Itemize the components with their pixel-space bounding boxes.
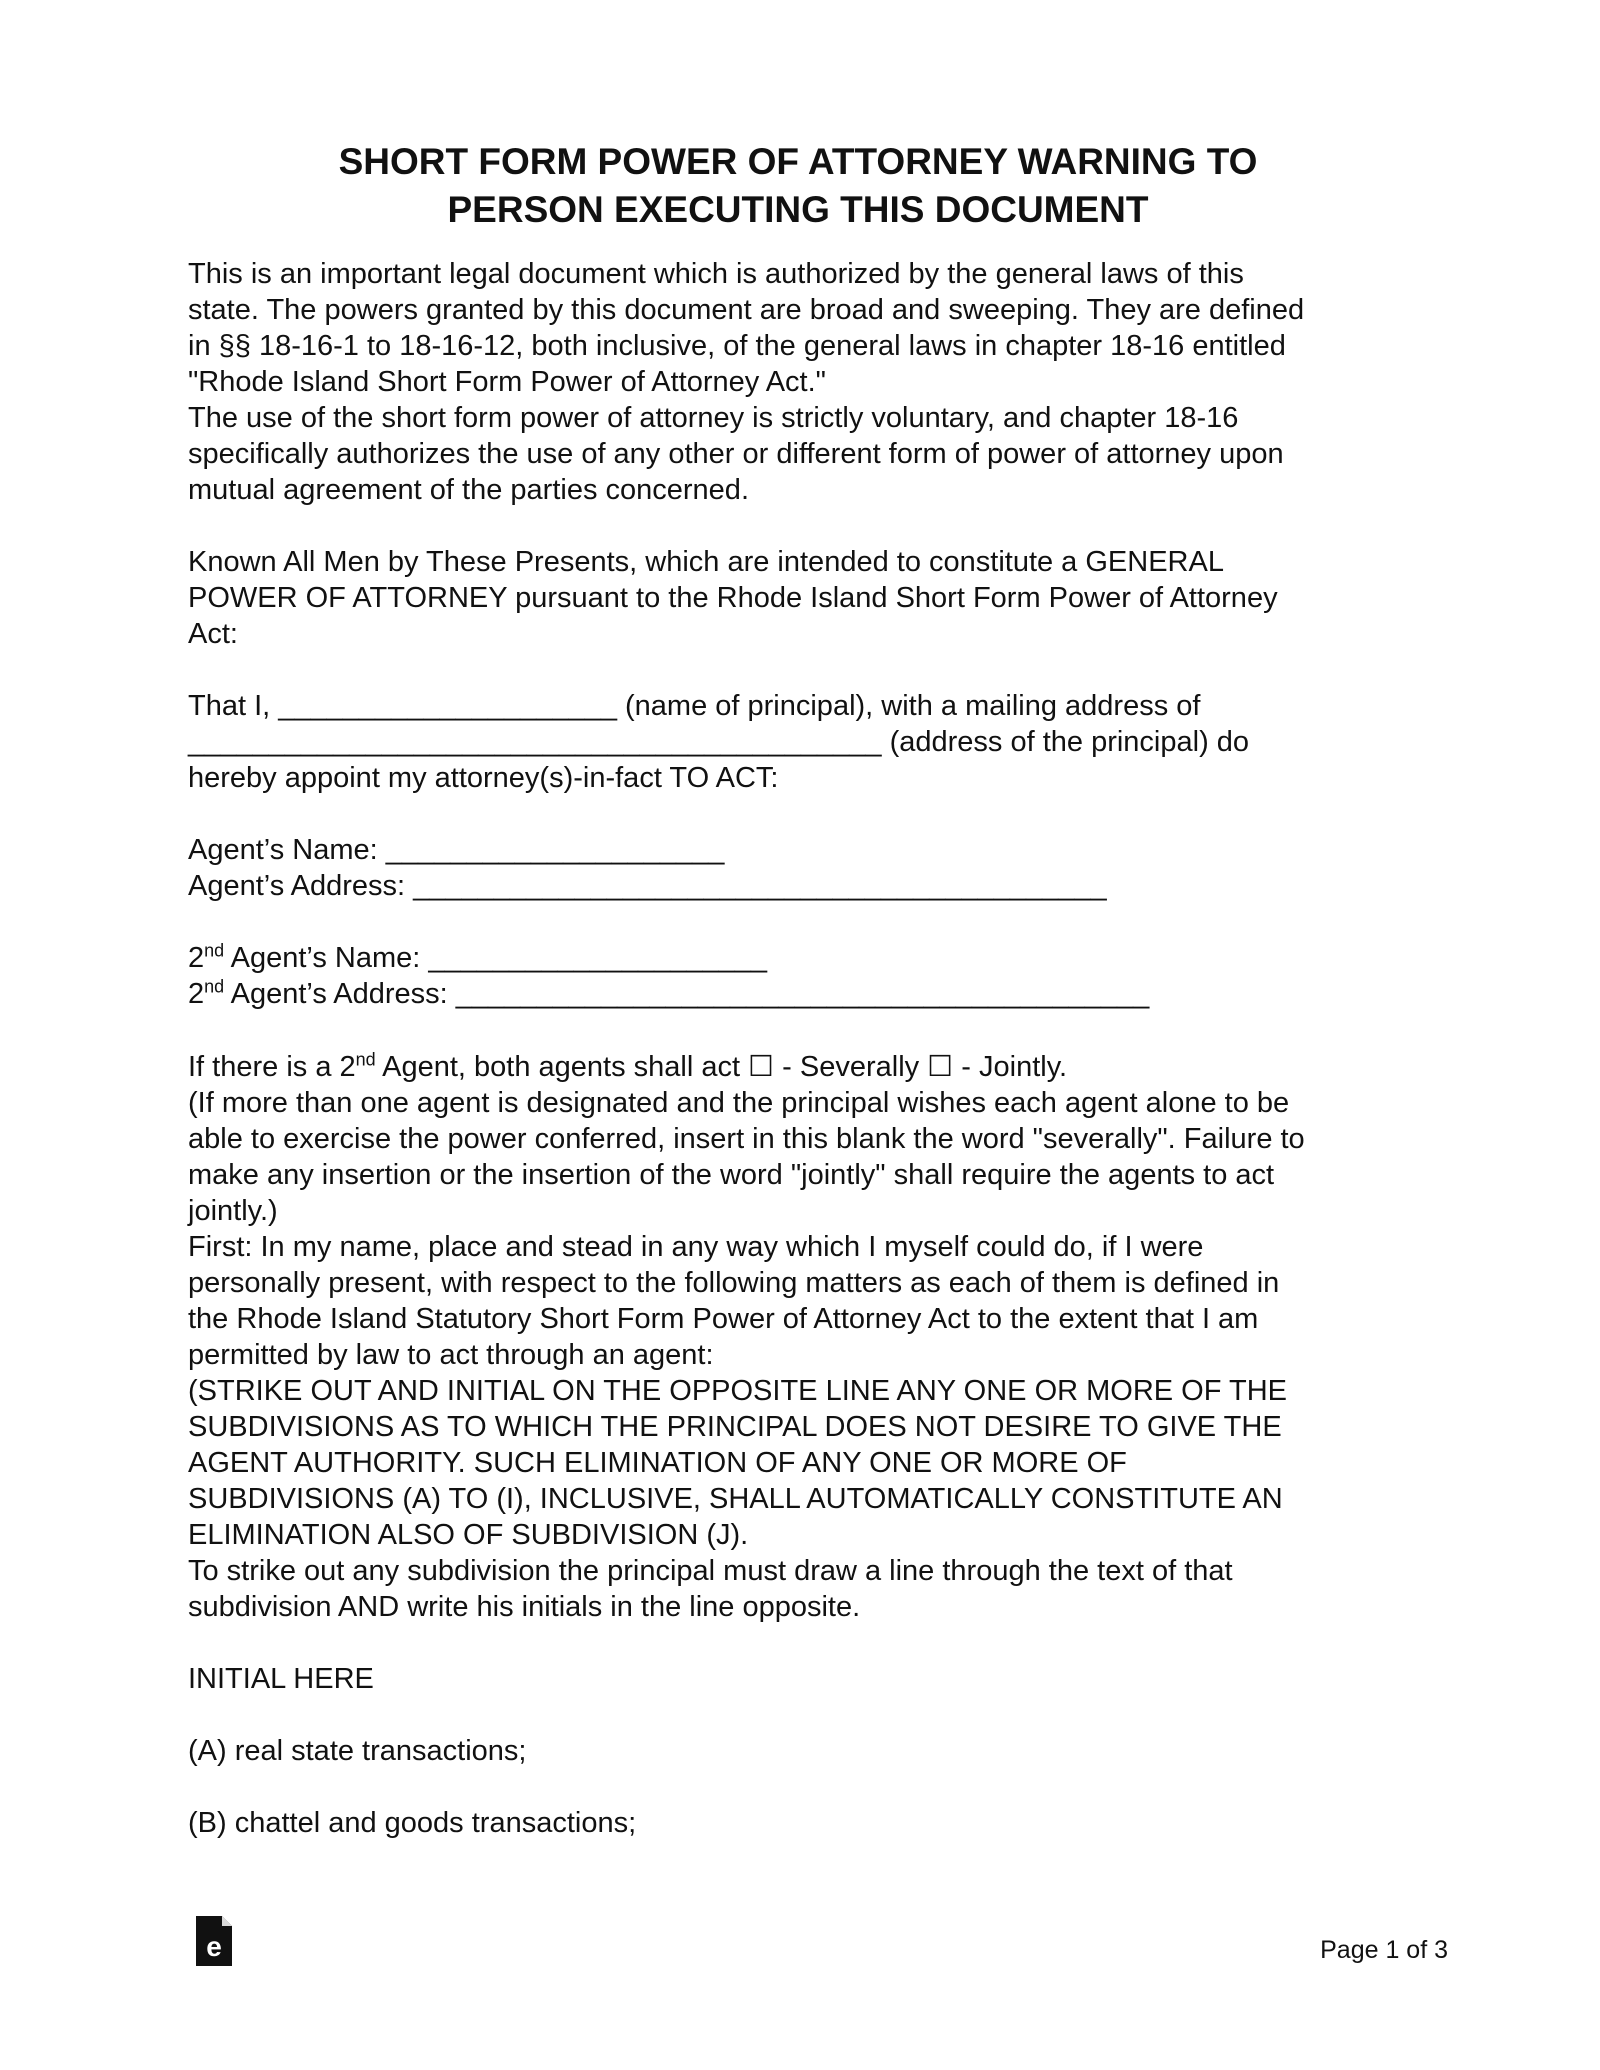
instruction-line: First: In my name, place and stead in any way which I myself could do, if I were (188, 1231, 1204, 1263)
acting-line (188, 1048, 1408, 1085)
ordinal-number: 2 (188, 978, 205, 1010)
body-text (188, 256, 1408, 1841)
instruction-line: personally present, with respect to the following matters as each of them is defined in (188, 1267, 1280, 1299)
intro-line: The use of the short form power of attorney is strictly voluntary, and chapter 18-16 (188, 402, 1239, 434)
acting-text-2: Agent, both agents shall act (375, 1051, 749, 1083)
title-line-2: PERSON EXECUTING THIS DOCUMENT (447, 189, 1149, 230)
jointly-checkbox[interactable]: ☐ (927, 1049, 954, 1083)
spacer (188, 1012, 1408, 1048)
instructions-paragraph (188, 1085, 1408, 1625)
instruction-line: permitted by law to act through an agent: (188, 1339, 714, 1371)
agent-block (188, 832, 1408, 904)
instruction-line: ELIMINATION ALSO OF SUBDIVISION (J). (188, 1519, 749, 1551)
spacer (188, 1769, 1408, 1805)
spacer (188, 904, 1408, 940)
document-content (188, 138, 1408, 1841)
known-line: Act: (188, 618, 238, 650)
second-agent-address-field[interactable] (188, 976, 1408, 1012)
ordinal-suffix: nd (204, 976, 225, 997)
acting-paragraph (188, 1048, 1408, 1085)
instruction-line: able to exercise the power conferred, insert in this blank the word "severally". Failure to (188, 1123, 1305, 1155)
initial-here-heading: INITIAL HERE (188, 1663, 374, 1695)
intro-line: This is an important legal document which is authorized by the general laws of this (188, 258, 1244, 290)
spacer (188, 1625, 1408, 1661)
second-agent-block (188, 940, 1408, 1012)
instruction-line: To strike out any subdivision the principal must draw a line through the text of that (188, 1555, 1233, 1587)
instruction-line: SUBDIVISIONS (A) TO (I), INCLUSIVE, SHALL AUTOMATICALLY CONSTITUTE AN (188, 1483, 1283, 1515)
second-agent-name-field[interactable] (188, 940, 1408, 976)
ordinal-suffix: nd (204, 940, 225, 961)
instruction-line: AGENT AUTHORITY. SUCH ELIMINATION OF ANY ONE OR MORE OF (188, 1447, 1127, 1479)
second-agent-address-text: Agent’s Address: ___________________________________________ (224, 978, 1150, 1010)
spacer (188, 508, 1408, 544)
known-paragraph (188, 544, 1408, 652)
instruction-line: subdivision AND write his initials in the line opposite. (188, 1591, 861, 1623)
ordinal-number: 2 (188, 942, 205, 974)
agent-address-field[interactable]: Agent’s Address: ___________________________________________ (188, 870, 1107, 902)
principal-paragraph (188, 688, 1408, 796)
svg-text:e: e (206, 1931, 222, 1962)
instruction-line: SUBDIVISIONS AS TO WHICH THE PRINCIPAL DOES NOT DESIRE TO GIVE THE (188, 1411, 1282, 1443)
page-number: Page 1 of 3 (1320, 1936, 1448, 1964)
instruction-line: (If more than one agent is designated and the principal wishes each agent alone to be (188, 1087, 1290, 1119)
instruction-line: jointly.) (188, 1195, 278, 1227)
ordinal-suffix: nd (355, 1049, 376, 1070)
second-agent-name-text: Agent’s Name: _____________________ (224, 942, 768, 974)
spacer (188, 1697, 1408, 1733)
instruction-line: make any insertion or the insertion of the word "jointly" shall require the agents to act (188, 1159, 1275, 1191)
known-line: POWER OF ATTORNEY pursuant to the Rhode Island Short Form Power of Attorney (188, 582, 1278, 614)
intro-line: state. The powers granted by this document are broad and sweeping. They are defined (188, 294, 1305, 326)
spacer (188, 796, 1408, 832)
intro-line: mutual agreement of the parties concerned. (188, 474, 749, 506)
document-title (188, 138, 1408, 234)
eforms-logo-icon (196, 1916, 232, 1966)
acting-text-1: If there is a 2 (188, 1051, 356, 1083)
known-line: Known All Men by These Presents, which are intended to constitute a GENERAL (188, 546, 1224, 578)
intro-line: "Rhode Island Short Form Power of Attorney Act." (188, 366, 826, 398)
spacer (188, 652, 1408, 688)
intro-line: in §§ 18-16-1 to 18-16-12, both inclusive, of the general laws in chapter 18-16 entitled (188, 330, 1286, 362)
instruction-line: (STRIKE OUT AND INITIAL ON THE OPPOSITE LINE ANY ONE OR MORE OF THE (188, 1375, 1287, 1407)
principal-address-line[interactable]: ___________________________________________ (address of the principal) do (188, 726, 1250, 758)
jointly-label: - Jointly. (953, 1051, 1068, 1083)
principal-name-line[interactable]: That I, _____________________ (name of principal), with a mailing address of (188, 690, 1201, 722)
title-line-1: SHORT FORM POWER OF ATTORNEY WARNING TO (338, 141, 1258, 182)
intro-paragraph (188, 256, 1408, 508)
appoint-line: hereby appoint my attorney(s)-in-fact TO ACT: (188, 762, 779, 794)
severally-checkbox[interactable]: ☐ (748, 1049, 775, 1083)
intro-line: specifically authorizes the use of any other or different form of power of attorney upon (188, 438, 1284, 470)
severally-label: - Severally (774, 1051, 928, 1083)
subdivision-b[interactable]: (B) chattel and goods transactions; (188, 1807, 637, 1839)
agent-name-field[interactable]: Agent’s Name: _____________________ (188, 834, 725, 866)
subdivision-a[interactable]: (A) real state transactions; (188, 1735, 527, 1767)
instruction-line: the Rhode Island Statutory Short Form Power of Attorney Act to the extent that I am (188, 1303, 1259, 1335)
